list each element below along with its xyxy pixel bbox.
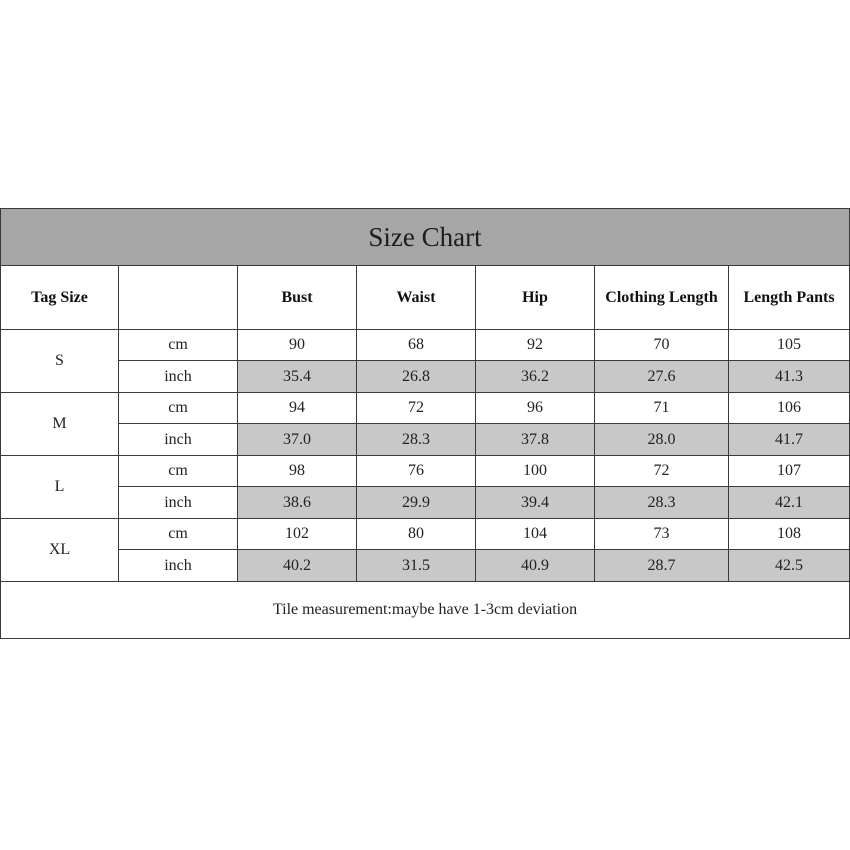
header-waist: Waist — [357, 266, 476, 330]
header-unit — [119, 266, 238, 330]
waist-cell: 80 — [357, 519, 476, 550]
hip-cell: 92 — [476, 330, 595, 361]
size-label-s: S — [1, 330, 119, 393]
header-tag-size: Tag Size — [1, 266, 119, 330]
waist-cell: 68 — [357, 330, 476, 361]
bust-cell: 102 — [238, 519, 357, 550]
unit-cell: cm — [119, 519, 238, 550]
measurement-note: Tile measurement:maybe have 1-3cm deviation — [1, 582, 850, 639]
clothing-length-cell: 28.3 — [595, 487, 729, 519]
clothing-length-cell: 70 — [595, 330, 729, 361]
hip-cell: 39.4 — [476, 487, 595, 519]
clothing-length-cell: 71 — [595, 393, 729, 424]
waist-cell: 28.3 — [357, 424, 476, 456]
table-row-l-cm — [1, 456, 850, 487]
length-pants-cell: 42.1 — [729, 487, 850, 519]
length-pants-cell: 108 — [729, 519, 850, 550]
hip-cell: 40.9 — [476, 550, 595, 582]
bust-cell: 40.2 — [238, 550, 357, 582]
table-row-l-inch — [1, 487, 850, 519]
clothing-length-cell: 28.7 — [595, 550, 729, 582]
table-row-xl-cm — [1, 519, 850, 550]
table-row-s-cm — [1, 330, 850, 361]
header-length-pants: Length Pants — [729, 266, 850, 330]
table-row-s-inch — [1, 361, 850, 393]
chart-title: Size Chart — [1, 209, 850, 266]
table-row-xl-inch — [1, 550, 850, 582]
hip-cell: 96 — [476, 393, 595, 424]
length-pants-cell: 41.7 — [729, 424, 850, 456]
bust-cell: 90 — [238, 330, 357, 361]
clothing-length-cell: 28.0 — [595, 424, 729, 456]
waist-cell: 31.5 — [357, 550, 476, 582]
header-bust: Bust — [238, 266, 357, 330]
waist-cell: 72 — [357, 393, 476, 424]
size-label-l: L — [1, 456, 119, 519]
unit-cell: cm — [119, 456, 238, 487]
header-hip: Hip — [476, 266, 595, 330]
header-clothing-length: Clothing Length — [595, 266, 729, 330]
bust-cell: 35.4 — [238, 361, 357, 393]
length-pants-cell: 42.5 — [729, 550, 850, 582]
waist-cell: 76 — [357, 456, 476, 487]
unit-cell: inch — [119, 361, 238, 393]
clothing-length-cell: 27.6 — [595, 361, 729, 393]
bust-cell: 94 — [238, 393, 357, 424]
length-pants-cell: 106 — [729, 393, 850, 424]
hip-cell: 100 — [476, 456, 595, 487]
clothing-length-cell: 72 — [595, 456, 729, 487]
waist-cell: 29.9 — [357, 487, 476, 519]
length-pants-cell: 41.3 — [729, 361, 850, 393]
bust-cell: 38.6 — [238, 487, 357, 519]
unit-cell: cm — [119, 393, 238, 424]
table-row-m-cm — [1, 393, 850, 424]
hip-cell: 37.8 — [476, 424, 595, 456]
unit-cell: inch — [119, 487, 238, 519]
waist-cell: 26.8 — [357, 361, 476, 393]
length-pants-cell: 107 — [729, 456, 850, 487]
unit-cell: cm — [119, 330, 238, 361]
bust-cell: 37.0 — [238, 424, 357, 456]
hip-cell: 36.2 — [476, 361, 595, 393]
hip-cell: 104 — [476, 519, 595, 550]
length-pants-cell: 105 — [729, 330, 850, 361]
size-chart-table — [0, 208, 850, 639]
bust-cell: 98 — [238, 456, 357, 487]
clothing-length-cell: 73 — [595, 519, 729, 550]
unit-cell: inch — [119, 424, 238, 456]
table-row-m-inch — [1, 424, 850, 456]
size-label-m: M — [1, 393, 119, 456]
unit-cell: inch — [119, 550, 238, 582]
header-row — [1, 266, 850, 330]
size-label-xl: XL — [1, 519, 119, 582]
